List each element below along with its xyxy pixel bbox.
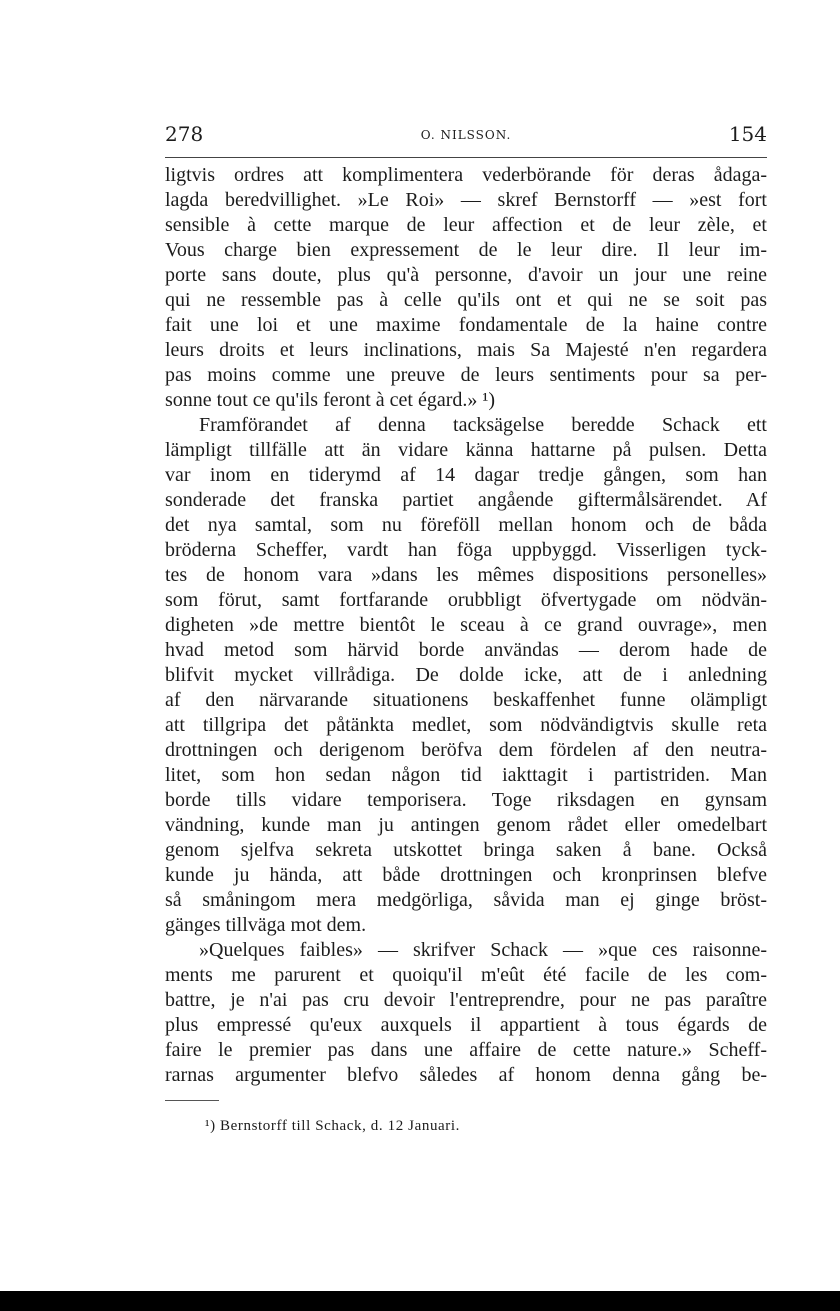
text-line: lagda beredvillighet. »Le Roi» — skref Bernstorff — »est fort: [165, 189, 767, 211]
text-line: faire le premier pas dans une affaire de cette nature.» Scheff-: [165, 1039, 767, 1061]
text-line: pas moins comme une preuve de leurs sentiments pour sa per-: [165, 364, 767, 386]
text-line: porte sans doute, plus qu'à personne, d'avoir un jour une reine: [165, 264, 767, 286]
footnote-rule: [165, 1100, 219, 1101]
text-line: leurs droits et leurs inclinations, mais Sa Majesté n'en regardera: [165, 339, 767, 361]
text-line: blifvit mycket villrådiga. De dolde icke, att de i anledning: [165, 664, 767, 686]
text-line: fait une loi et une maxime fondamentale de la haine contre: [165, 314, 767, 336]
text-line: var inom en tiderymd af 14 dagar tredje gången, som han: [165, 464, 767, 486]
text-line: Framförandet af denna tacksägelse beredde Schack ett: [199, 414, 767, 436]
text-line: sonderade det franska partiet angående giftermålsärendet. Af: [165, 489, 767, 511]
text-line: af den närvarande situationens beskaffenhet funne olämpligt: [165, 689, 767, 711]
text-line: tes de honom vara »dans les mêmes dispositions personelles»: [165, 564, 767, 586]
running-title: O. NILSSON.: [420, 128, 512, 142]
text-line: ments me parurent et quoiqu'il m'eût été facile de les com-: [165, 964, 767, 986]
text-line: digheten »de mettre bientôt le sceau à ce grand ouvrage», men: [165, 614, 767, 636]
folio-number: 154: [728, 122, 767, 146]
text-line: bröderna Scheffer, vardt han föga uppbyggd. Visserligen tyck-: [165, 539, 767, 561]
text-line: så småningom mera medgörliga, såvida man ej ginge bröst-: [165, 889, 767, 911]
text-line: borde tills vidare temporisera. Toge riksdagen en gynsam: [165, 789, 767, 811]
footnote: ¹) Bernstorff till Schack, d. 12 Januari.: [205, 1118, 461, 1134]
text-line: rarnas argumenter blefvo således af honom denna gång be-: [165, 1064, 767, 1086]
text-line: hvad metod som härvid borde användas — derom hade de: [165, 639, 767, 661]
header-rule: [165, 157, 767, 158]
text-line: genom sjelfva sekreta utskottet bringa saken å bane. Också: [165, 839, 767, 861]
text-line: plus empressé qu'eux auxquels il appartient à tous égards de: [165, 1014, 767, 1036]
text-line: sonne tout ce qu'ils feront à cet égard.» ¹): [165, 389, 496, 411]
text-line: sensible à cette marque de leur affection et de leur zèle, et: [165, 214, 767, 236]
body-text: [165, 163, 767, 1088]
text-line: qui ne ressemble pas à celle qu'ils ont et qui ne se soit pas: [165, 289, 767, 311]
page-number: 278: [165, 122, 204, 146]
text-line: det nya samtal, som nu föreföll mellan honom och de båda: [165, 514, 767, 536]
text-line: som förut, samt fortfarande orubbligt öfvertygade om nödvän-: [165, 589, 767, 611]
text-line: drottningen och derigenom beröfva dem fördelen af den neutra-: [165, 739, 767, 761]
page-header: [165, 122, 767, 152]
text-line: kunde ju hända, att både drottningen och kronprinsen blefve: [165, 864, 767, 886]
text-line: Vous charge bien expressement de le leur dire. Il leur im-: [165, 239, 767, 261]
text-line: vändning, kunde man ju antingen genom rådet eller omedelbart: [165, 814, 767, 836]
text-line: att tillgripa det påtänkta medlet, som nödvändigtvis skulle reta: [165, 714, 767, 736]
text-line: »Quelques faibles» — skrifver Schack — »que ces raisonne-: [199, 939, 767, 961]
text-line: litet, som hon sedan någon tid iakttagit i partistriden. Man: [165, 764, 767, 786]
text-line: gänges tillväga mot dem.: [165, 914, 367, 936]
text-line: lämpligt tillfälle att än vidare känna hattarne på pulsen. Detta: [165, 439, 767, 461]
scan-bottom-edge: [0, 1291, 840, 1311]
text-line: ligtvis ordres att komplimentera vederbörande för deras ådaga-: [165, 164, 767, 186]
text-line: battre, je n'ai pas cru devoir l'entreprendre, pour ne pas paraître: [165, 989, 767, 1011]
